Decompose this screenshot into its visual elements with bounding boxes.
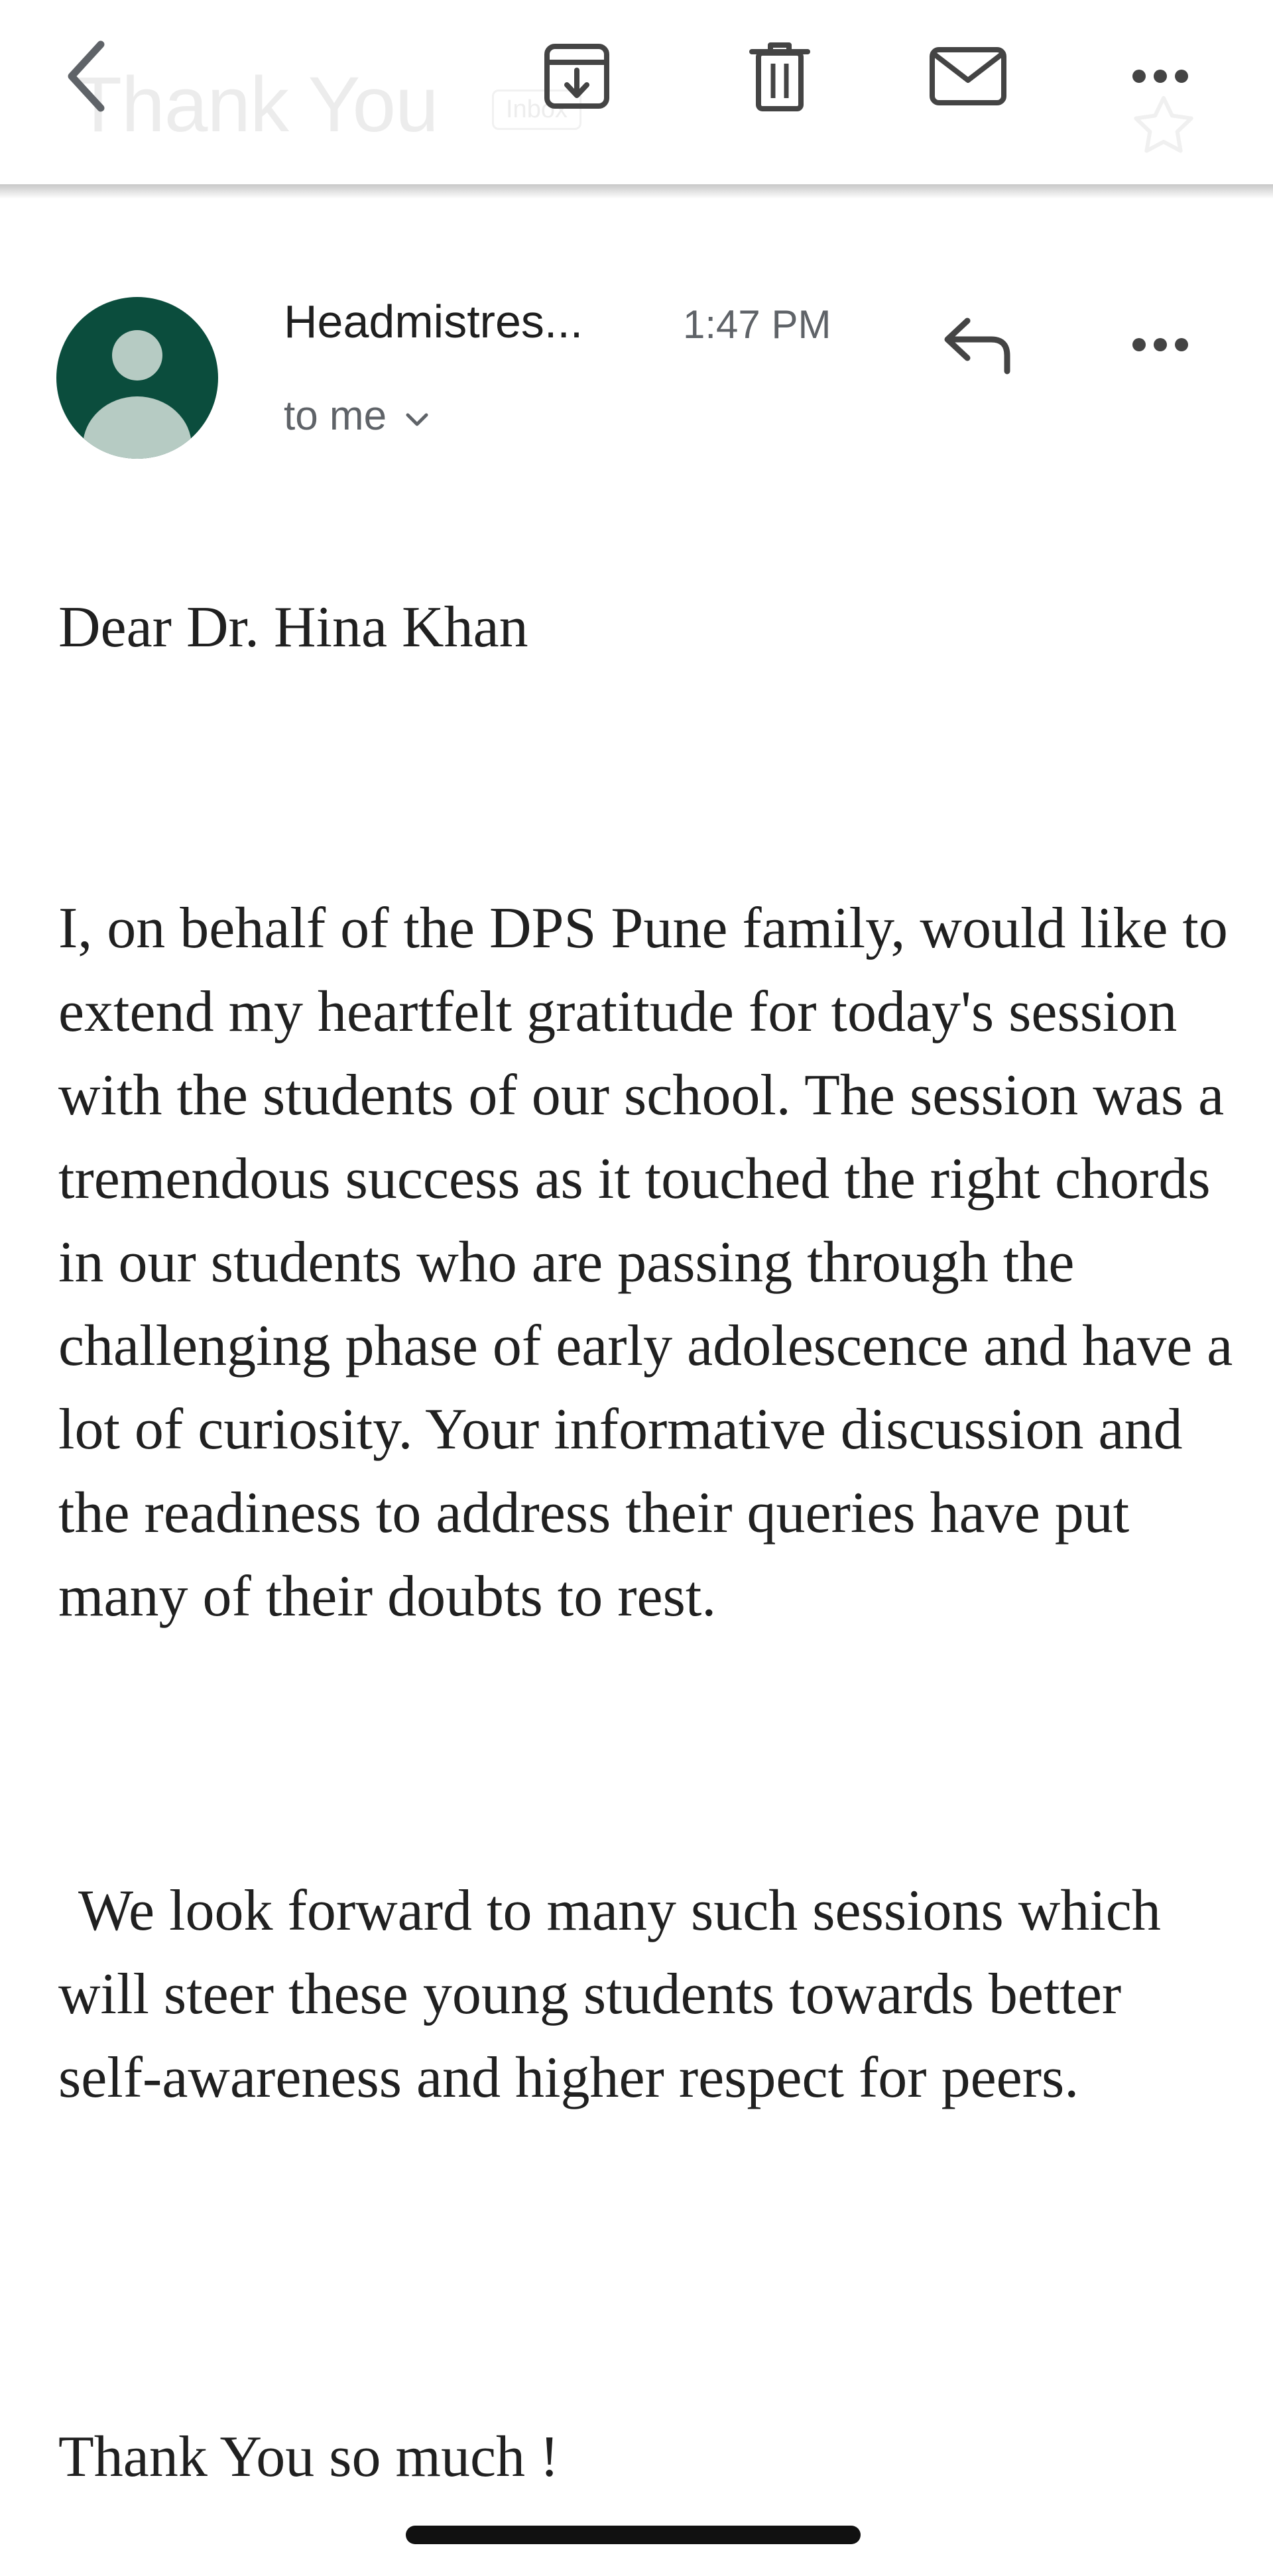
recipient-label: to me — [284, 393, 387, 439]
mail-icon — [928, 44, 1008, 108]
sender-name[interactable]: Headmistres... — [284, 296, 583, 347]
scrolled-subject-title: Thank You — [74, 61, 438, 148]
top-app-bar — [0, 0, 1273, 184]
message-closing: Thank You so much ! — [58, 2425, 560, 2489]
sent-time: 1:47 PM — [683, 302, 831, 347]
sender-avatar[interactable] — [56, 297, 218, 459]
more-options-button[interactable] — [1114, 33, 1207, 119]
message-paragraph-2-text: We look forward to many such sessions which will steer these young students towards better self-awareness and higher respect for peers. — [58, 1879, 1161, 2110]
avatar-person-head — [112, 330, 162, 381]
message-paragraph-1: I, on behalf of the DPS Pune family, would like to extend my heartfelt gratitude for today's session with the students of our school. The session was a tremendous success as it touched the right chords in our students who are passing through the challenging phase of early adolescence and have a lot of curiosity. Your informative discussion and the readiness to address their queries have put many of their doubts to rest. — [58, 896, 1233, 1629]
more-icon — [1127, 335, 1193, 355]
message-more-button[interactable] — [1114, 302, 1207, 388]
back-button[interactable] — [40, 27, 133, 126]
more-icon — [1127, 66, 1193, 86]
top-bar-divider — [0, 184, 1273, 199]
trash-icon — [747, 40, 813, 113]
home-indicator-bar[interactable] — [406, 2526, 861, 2544]
chevron-down-icon — [404, 411, 430, 428]
message-greeting: Dear Dr. Hina Khan — [58, 595, 528, 660]
reply-icon — [938, 312, 1018, 378]
avatar-person-body — [83, 396, 192, 459]
recipient-details-toggle[interactable] — [284, 392, 430, 439]
delete-button[interactable] — [733, 33, 826, 119]
message-paragraph-2 — [58, 1869, 1239, 2120]
archive-icon — [540, 40, 613, 113]
mark-unread-button[interactable] — [922, 33, 1014, 119]
back-icon — [60, 36, 113, 116]
inbox-label-chip: Inbox — [492, 89, 581, 130]
archive-button[interactable] — [530, 33, 623, 119]
reply-button[interactable] — [928, 298, 1028, 391]
